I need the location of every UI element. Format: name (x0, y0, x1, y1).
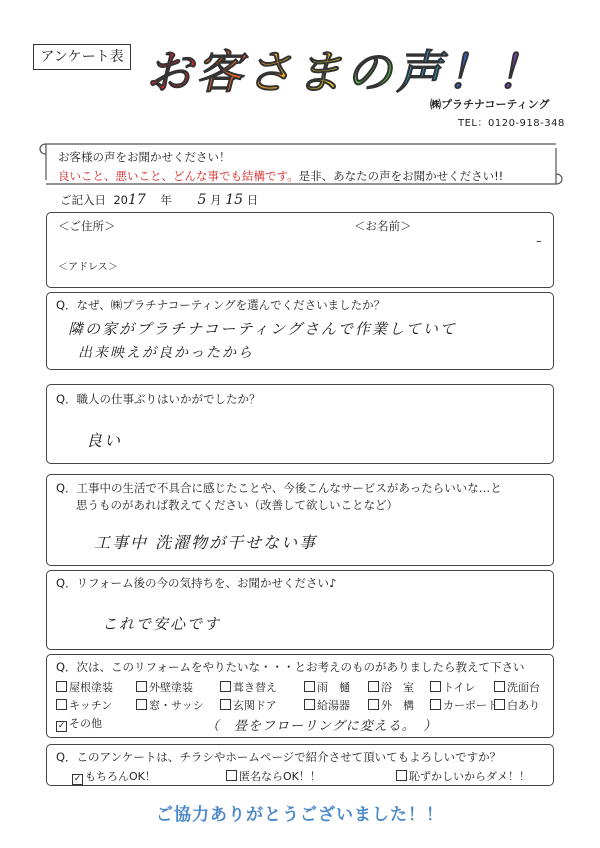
q5-option[interactable] (56, 715, 102, 731)
q5-question: Q．次は、このリフォームをやりたいな・・・とお考えのものがありましたら教えて下さい (56, 660, 525, 674)
q5-option-label: 玄関ドア (233, 699, 277, 712)
q6-option-label: 匿名ならOK！！ (239, 770, 321, 783)
checkbox-icon[interactable] (136, 681, 147, 692)
q6-option[interactable] (226, 768, 321, 784)
name-value: – (536, 234, 542, 248)
checkbox-icon[interactable] (396, 770, 407, 781)
q5-option[interactable] (494, 697, 540, 713)
checkbox-icon[interactable] (220, 681, 231, 692)
date-prefix: ご記入日 (60, 193, 106, 207)
customer-info-box (46, 212, 554, 288)
title-char: ！ (496, 45, 542, 99)
q5-option-label: キッチン (69, 699, 113, 712)
title-char: ！ (446, 45, 492, 99)
q4-question: Q．リフォーム後の今の気持ちを、お聞かせください♪ (56, 576, 337, 590)
q1-answer-line-2: 出来映えが良かったから (78, 345, 254, 361)
q5-option-label: 外 構 (381, 699, 414, 712)
q5-option[interactable] (430, 679, 475, 695)
entry-date (60, 192, 258, 208)
date-day: 15 (225, 192, 244, 208)
q6-question: Q．このアンケートは、チラシやホームページで紹介させて頂いてもよろしいですか？ (56, 750, 502, 764)
q2-question: Q．職人の仕事ぶりはいかがでしたか？ (56, 392, 261, 406)
q6-option-label: 恥ずかしいからダメ！！ (409, 770, 530, 783)
q1-question: Q．なぜ、㈱プラチナコーティングを選んでくださいましたか？ (56, 298, 386, 312)
q5-other-answer: （ 畳をフローリングに変える。 ） (206, 719, 438, 734)
checkbox-icon[interactable] (304, 681, 315, 692)
q5-option[interactable] (304, 697, 350, 713)
q5-option-label: カーポート (443, 699, 498, 712)
checkbox-icon[interactable] (56, 699, 67, 710)
date-year: 2017 (113, 192, 146, 208)
q5-option[interactable] (56, 679, 113, 695)
q6-option-label: もちろんOK！ (85, 770, 156, 783)
q5-option[interactable] (368, 697, 414, 713)
q5-option[interactable] (136, 697, 204, 713)
q5-option-label: トイレ (443, 681, 476, 694)
q5-option[interactable] (430, 697, 498, 713)
q5-option[interactable] (304, 679, 350, 695)
q5-option[interactable] (368, 679, 414, 695)
q5-option-label: 雨 樋 (317, 681, 350, 694)
checkbox-icon[interactable] (304, 699, 315, 710)
q5-option[interactable] (494, 679, 540, 695)
checkbox-icon[interactable] (430, 681, 441, 692)
title-char: の (346, 45, 392, 99)
q3-answer: 工事中 洗濯物が干せない事 (94, 533, 318, 552)
q2-answer: 良い (86, 431, 123, 450)
q5-option-label: 窓・サッシ (149, 699, 204, 712)
address-label: ＜ご住所＞ (58, 219, 116, 233)
title-char: 声 (396, 45, 442, 99)
checked-box-icon[interactable]: ✓ (73, 774, 82, 784)
date-month: 5 (197, 192, 207, 208)
intro-line-2 (58, 168, 503, 184)
intro-line-1: お客様の声をお聞かせください！ (58, 150, 231, 164)
q3-question-line-2: 思うものがあれば教えてください（改善して欲しいことなど） (76, 498, 398, 512)
q5-option-label: 葺き替え (233, 681, 277, 694)
q1-answer-line-1: 隣の家がプラチナコーティングさんで作業していて (68, 320, 457, 338)
q5-option-label: 白あり (507, 699, 540, 712)
thank-you-message: ご協力ありがとうございました！！ (156, 805, 444, 825)
company-name: ㈱プラチナコーティング (430, 98, 550, 111)
title-char: 客 (196, 45, 242, 99)
q5-option[interactable] (220, 679, 277, 695)
checkbox-icon[interactable] (136, 699, 147, 710)
checkbox-icon[interactable] (226, 770, 237, 781)
q5-option-label: 浴 室 (381, 681, 414, 694)
q5-option[interactable] (136, 679, 193, 695)
date-day-unit: 日 (246, 193, 259, 207)
headline-title (138, 40, 558, 100)
title-char: さ (246, 45, 292, 99)
q5-option[interactable] (220, 697, 277, 713)
checkbox-icon[interactable] (368, 699, 379, 710)
checkbox-icon[interactable] (220, 699, 231, 710)
title-char: お (146, 45, 192, 99)
q5-option-label: 屋根塗装 (69, 681, 113, 694)
q5-option-label: その他 (69, 717, 102, 730)
checkbox-icon[interactable] (56, 681, 67, 692)
q6-option[interactable] (72, 768, 156, 784)
q5-option-label: 外壁塗装 (149, 681, 193, 694)
checkbox-icon[interactable] (368, 681, 379, 692)
phone-number: TEL：0120-918-348 (458, 118, 565, 129)
survey-tag: アンケート表 (33, 44, 131, 70)
checkbox-icon[interactable] (494, 699, 505, 710)
date-month-unit: 月 (210, 193, 222, 207)
q5-option[interactable] (56, 697, 112, 713)
q5-option-label: 給湯器 (317, 699, 350, 712)
date-year-unit: 年 (160, 193, 172, 207)
intro-emphasis: 良いこと、悪いこと、どんな事でも結構です。 (58, 169, 299, 183)
intro-request: 是非、あなたの声をお聞かせください!! (298, 169, 504, 183)
q5-option-label: 洗面台 (507, 681, 540, 694)
name-label: ＜お名前＞ (354, 219, 412, 233)
title-char: ま (296, 45, 342, 99)
kana-label: ＜アドレス＞ (58, 262, 118, 273)
checkbox-icon[interactable] (430, 699, 441, 710)
checkbox-icon[interactable] (494, 681, 505, 692)
q3-question-line-1: Q．工事中の生活で不具合に感じたことや、今後こんなサービスがあったらいいな…と (56, 481, 502, 495)
q6-option[interactable] (396, 768, 530, 784)
checked-box-icon[interactable]: ✓ (57, 721, 66, 731)
q4-answer: これで安心です (102, 615, 222, 633)
